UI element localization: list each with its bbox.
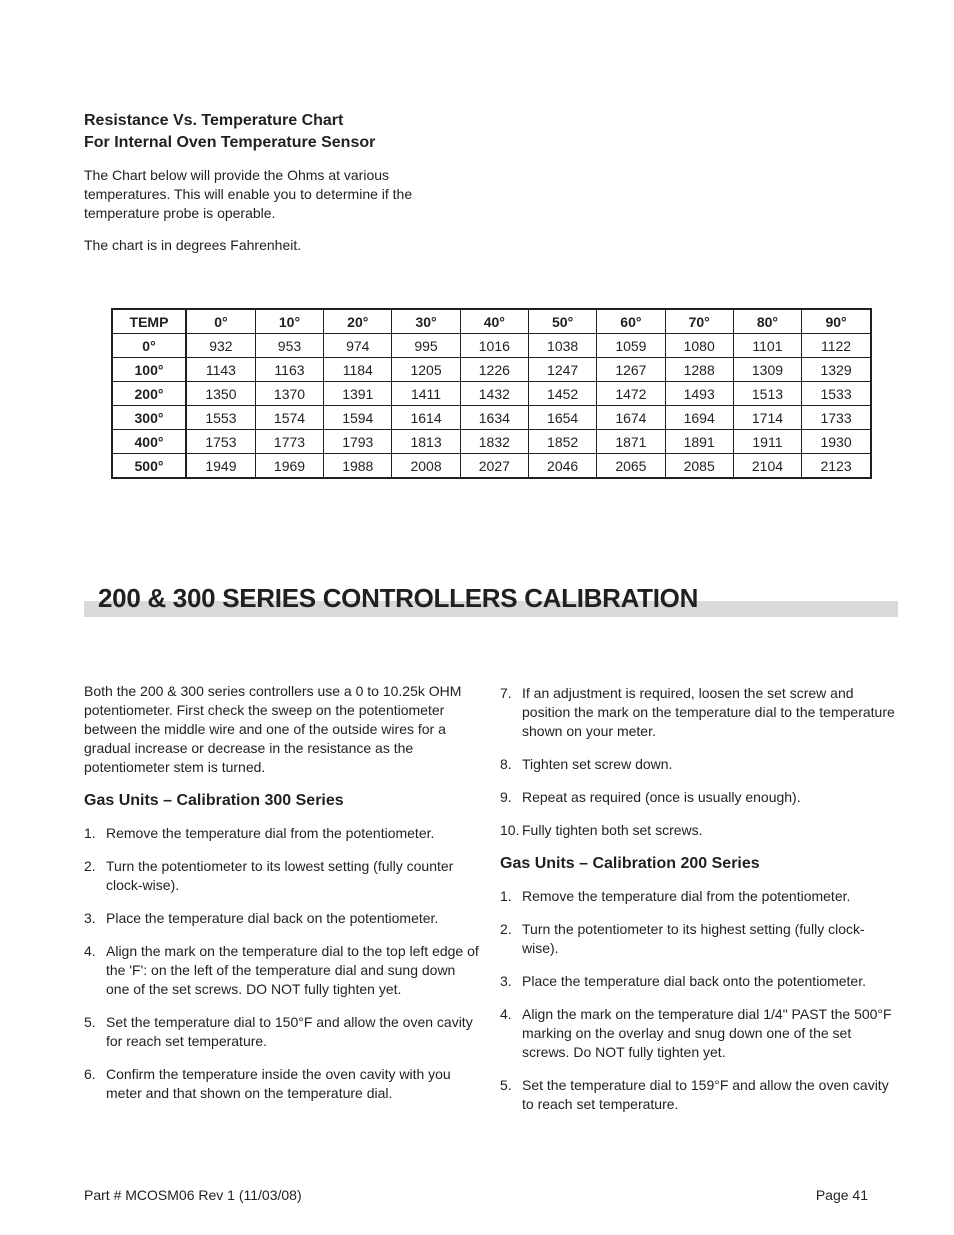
step-text: Remove the temperature dial from the potentiometer. — [522, 888, 851, 904]
table-row — [112, 382, 871, 406]
table-cell: 1038 — [528, 334, 596, 358]
table-cell: 1614 — [392, 406, 460, 430]
step-number: 2. — [84, 858, 96, 874]
table-cell: 2065 — [597, 454, 665, 479]
table-cell: 1753 — [186, 430, 255, 454]
table-cell: 2027 — [460, 454, 528, 479]
step-text: Remove the temperature dial from the potentiometer. — [106, 825, 435, 841]
step-text: Align the mark on the temperature dial to the top left edge of the 'F': on the left of the temperature dial and sung down one of the set screws. DO NOT fully tighten yet. — [106, 943, 479, 997]
table-cell: 1101 — [733, 334, 801, 358]
table-header-cell: 20° — [324, 309, 392, 334]
step-text: Repeat as required (once is usually enough). — [522, 789, 801, 805]
list-item — [500, 788, 895, 807]
chart-units-note: The chart is in degrees Fahrenheit. — [84, 237, 302, 253]
table-cell: 932 — [186, 334, 255, 358]
step-number: 7. — [500, 685, 512, 701]
table-cell: 1016 — [460, 334, 528, 358]
table-cell: 1329 — [802, 358, 871, 382]
table-row — [112, 406, 871, 430]
table-row-label: 200° — [112, 382, 186, 406]
list-item — [500, 755, 895, 774]
table-header-cell: TEMP — [112, 309, 186, 334]
table-cell: 2085 — [665, 454, 733, 479]
table-cell: 1714 — [733, 406, 801, 430]
table-cell: 974 — [324, 334, 392, 358]
step-number: 2. — [500, 921, 512, 937]
table-row-label: 500° — [112, 454, 186, 479]
list-item — [500, 887, 895, 906]
subhead-300-series: Gas Units – Calibration 300 Series — [84, 792, 344, 809]
step-number: 4. — [84, 943, 96, 959]
table-cell: 1654 — [528, 406, 596, 430]
steps-300-series — [84, 824, 479, 1103]
chart-heading-line1: Resistance Vs. Temperature Chart — [84, 112, 344, 129]
list-item — [500, 920, 895, 958]
table-cell: 1184 — [324, 358, 392, 382]
step-number: 5. — [500, 1077, 512, 1093]
table-cell: 2008 — [392, 454, 460, 479]
table-row-label: 400° — [112, 430, 186, 454]
table-row-label: 0° — [112, 334, 186, 358]
table-cell: 953 — [255, 334, 323, 358]
table-cell: 1891 — [665, 430, 733, 454]
step-text: Set the temperature dial to 150°F and allow the oven cavity for reach set temperature. — [106, 1014, 473, 1049]
step-text: Set the temperature dial to 159°F and allow the oven cavity to reach set temperature. — [522, 1077, 889, 1112]
potentiometer-intro: Both the 200 & 300 series controllers use a 0 to 10.25k OHM potentiometer. First check the sweep on the potentiometer between the middle wire and one of the outside wires for a gradual increase or decrease in the resistance as the potentiometer stem is turned. — [84, 683, 462, 775]
table-cell: 1247 — [528, 358, 596, 382]
table-cell: 1634 — [460, 406, 528, 430]
table-cell: 1267 — [597, 358, 665, 382]
list-item — [84, 1065, 479, 1103]
table-cell: 1969 — [255, 454, 323, 479]
table-row — [112, 454, 871, 479]
step-number: 6. — [84, 1066, 96, 1082]
table-cell: 1432 — [460, 382, 528, 406]
table-cell: 1205 — [392, 358, 460, 382]
list-item — [500, 1076, 895, 1114]
table-cell: 1309 — [733, 358, 801, 382]
footer-page-number: Page 41 — [815, 1187, 868, 1203]
table-header-cell: 60° — [597, 309, 665, 334]
table-cell: 2104 — [733, 454, 801, 479]
table-header-row — [112, 309, 871, 334]
table-cell: 1832 — [460, 430, 528, 454]
table-cell: 1122 — [802, 334, 871, 358]
step-number: 5. — [84, 1014, 96, 1030]
table-cell: 1930 — [802, 430, 871, 454]
list-item — [500, 1005, 895, 1062]
table-cell: 1533 — [802, 382, 871, 406]
table-cell: 1493 — [665, 382, 733, 406]
table-header-cell: 40° — [460, 309, 528, 334]
left-column — [84, 682, 479, 1117]
table-cell: 1553 — [186, 406, 255, 430]
list-item — [84, 942, 479, 999]
table-cell: 1911 — [733, 430, 801, 454]
resistance-temperature-table — [111, 308, 872, 479]
table-row-label: 100° — [112, 358, 186, 382]
table-header-cell: 90° — [802, 309, 871, 334]
table-row — [112, 430, 871, 454]
table-cell: 1059 — [597, 334, 665, 358]
table-cell: 1080 — [665, 334, 733, 358]
table-row — [112, 334, 871, 358]
step-number: 9. — [500, 789, 512, 805]
table-cell: 1143 — [186, 358, 255, 382]
table-cell: 1674 — [597, 406, 665, 430]
step-number: 8. — [500, 756, 512, 772]
step-number: 1. — [84, 825, 96, 841]
table-cell: 1949 — [186, 454, 255, 479]
table-row — [112, 358, 871, 382]
table-header-cell: 70° — [665, 309, 733, 334]
step-number: 3. — [500, 973, 512, 989]
step-number: 10. — [500, 822, 520, 838]
table-cell: 1226 — [460, 358, 528, 382]
list-item — [500, 972, 895, 991]
table-cell: 1411 — [392, 382, 460, 406]
table-cell: 1452 — [528, 382, 596, 406]
table-cell: 1288 — [665, 358, 733, 382]
table-header-cell: 50° — [528, 309, 596, 334]
chart-heading-line2: For Internal Oven Temperature Sensor — [84, 134, 376, 151]
table-cell: 1574 — [255, 406, 323, 430]
step-text: Confirm the temperature inside the oven cavity with you meter and that shown on the temperature dial. — [106, 1066, 451, 1101]
list-item — [500, 821, 895, 840]
table-body — [112, 334, 871, 479]
section-title: 200 & 300 SERIES CONTROLLERS CALIBRATION — [98, 583, 699, 613]
list-item — [500, 684, 895, 741]
list-item — [84, 909, 479, 928]
step-text: Turn the potentiometer to its lowest setting (fully counter clock-wise). — [106, 858, 454, 893]
subhead-200-series: Gas Units – Calibration 200 Series — [500, 855, 760, 872]
table-cell: 1871 — [597, 430, 665, 454]
chart-heading — [84, 110, 504, 154]
step-text: Tighten set screw down. — [522, 756, 673, 772]
steps-200-series — [500, 887, 895, 1114]
step-text: Fully tighten both set screws. — [522, 822, 703, 838]
step-text: Place the temperature dial back onto the potentiometer. — [522, 973, 866, 989]
table-cell: 2123 — [802, 454, 871, 479]
list-item — [84, 1013, 479, 1051]
table-cell: 995 — [392, 334, 460, 358]
list-item — [84, 824, 479, 843]
table-cell: 1594 — [324, 406, 392, 430]
table-header-cell: 0° — [186, 309, 255, 334]
step-text: If an adjustment is required, loosen the set screw and position the mark on the temperature dial to the temperature shown on your meter. — [522, 685, 895, 739]
table-cell: 1793 — [324, 430, 392, 454]
step-number: 4. — [500, 1006, 512, 1022]
table-cell: 1988 — [324, 454, 392, 479]
list-item — [84, 857, 479, 895]
table-header-cell: 80° — [733, 309, 801, 334]
table-header-cell: 10° — [255, 309, 323, 334]
table-cell: 1163 — [255, 358, 323, 382]
step-text: Turn the potentiometer to its highest setting (fully clock-wise). — [522, 921, 865, 956]
right-column — [500, 684, 895, 1128]
table-cell: 1350 — [186, 382, 255, 406]
footer-part-number: Part # MCOSM06 Rev 1 (11/03/08) — [84, 1187, 302, 1203]
table-cell: 1733 — [802, 406, 871, 430]
chart-description: The Chart below will provide the Ohms at various temperatures. This will enable you to determine if the temperature probe is operable. — [84, 167, 413, 221]
table-cell: 2046 — [528, 454, 596, 479]
table-header-cell: 30° — [392, 309, 460, 334]
table-cell: 1513 — [733, 382, 801, 406]
table-row-label: 300° — [112, 406, 186, 430]
table-cell: 1370 — [255, 382, 323, 406]
table-cell: 1813 — [392, 430, 460, 454]
table-cell: 1694 — [665, 406, 733, 430]
table-cell: 1773 — [255, 430, 323, 454]
table-cell: 1852 — [528, 430, 596, 454]
table-cell: 1391 — [324, 382, 392, 406]
step-number: 1. — [500, 888, 512, 904]
step-text: Place the temperature dial back on the potentiometer. — [106, 910, 439, 926]
step-text: Align the mark on the temperature dial 1/4" PAST the 500°F marking on the overlay and snug down one of the set screws. Do NOT fully tighten yet. — [522, 1006, 892, 1060]
step-number: 3. — [84, 910, 96, 926]
table-cell: 1472 — [597, 382, 665, 406]
steps-300-series-continued — [500, 684, 895, 840]
